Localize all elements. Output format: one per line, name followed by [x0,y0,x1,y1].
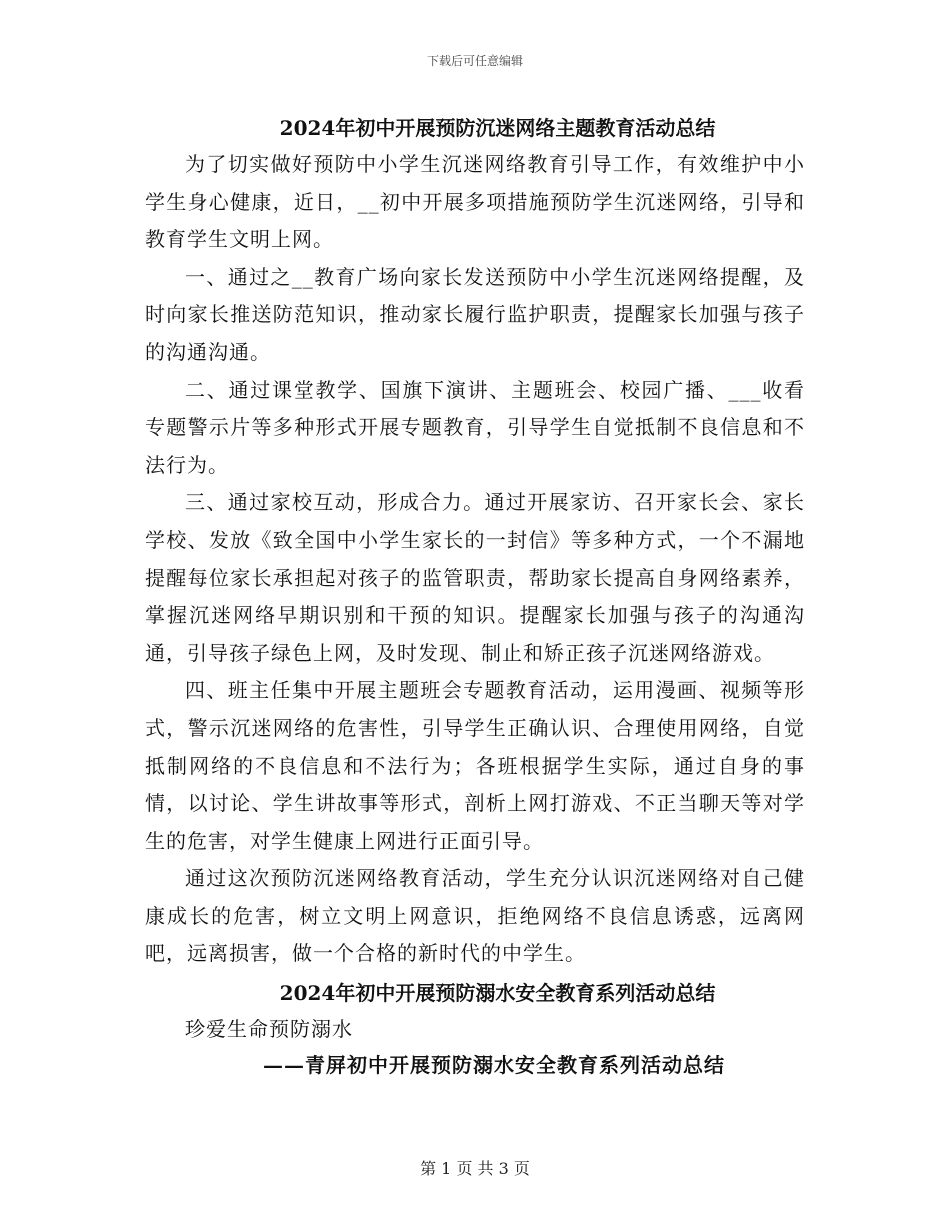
document-body [145,110,805,1083]
paragraph-point-1: 一、通过之__教育广场向家长发送预防中小学生沉迷网络提醒，及时向家长推送防范知识，推动家长履行监护职责，提醒家长加强与孩子的沟通沟通。 [145,264,805,364]
header-note: 下载后可任意编辑 [426,54,523,68]
paragraph-point-3: 三、通过家校互动，形成合力。通过开展家访、召开家长会、家长学校、发放《致全国中小学生家长的一封信》等多种方式，一个不漏地提醒每位家长承担起对孩子的监管职责，帮助家长提高自身网络素养，掌握沉迷网络早期识别和干预的知识。提醒家长加强与孩子的沟通沟通，引导孩子绿色上网，及时发现、制止和矫正孩子沉迷网络游戏。 [145,490,805,665]
paragraph-point-2: 二、通过课堂教学、国旗下演讲、主题班会、校园广播、___收看专题警示片等多种形式开展专题教育，引导学生自觉抵制不良信息和不法行为。 [145,377,805,477]
second-title: 2024年初中开展预防溺水安全教育系列活动总结 [279,981,716,1006]
paragraph-intro: 为了切实做好预防中小学生沉迷网络教育引导工作，有效维护中小学生身心健康，近日，__初中开展多项措施预防学生沉迷网络，引导和教育学生文明上网。 [145,152,805,252]
subtitle: ——青屏初中开展预防溺水安全教育系列活动总结 [263,1053,725,1078]
paragraph-point-4: 四、班主任集中开展主题班会专题教育活动，运用漫画、视频等形式，警示沉迷网络的危害性，引导学生正确认识、合理使用网络，自觉抵制网络的不良信息和不法行为；各班根据学生实际，通过自身的事情，以讨论、学生讲故事等形式，剖析上网打游戏、不正当聊天等对学生的危害，对学生健康上网进行正面引导。 [145,678,805,853]
paragraph-conclusion: 通过这次预防沉迷网络教育活动，学生充分认识沉迷网络对自己健康成长的危害，树立文明上网意识，拒绝网络不良信息诱惑，远离网吧，远离损害，做一个合格的新时代的中学生。 [145,866,805,966]
document-title: 2024年初中开展预防沉迷网络主题教育活动总结 [279,116,716,140]
page-footer: 第 1 页 共 3 页 [420,1159,530,1178]
subheading: 珍爱生命预防溺水 [185,1017,353,1042]
